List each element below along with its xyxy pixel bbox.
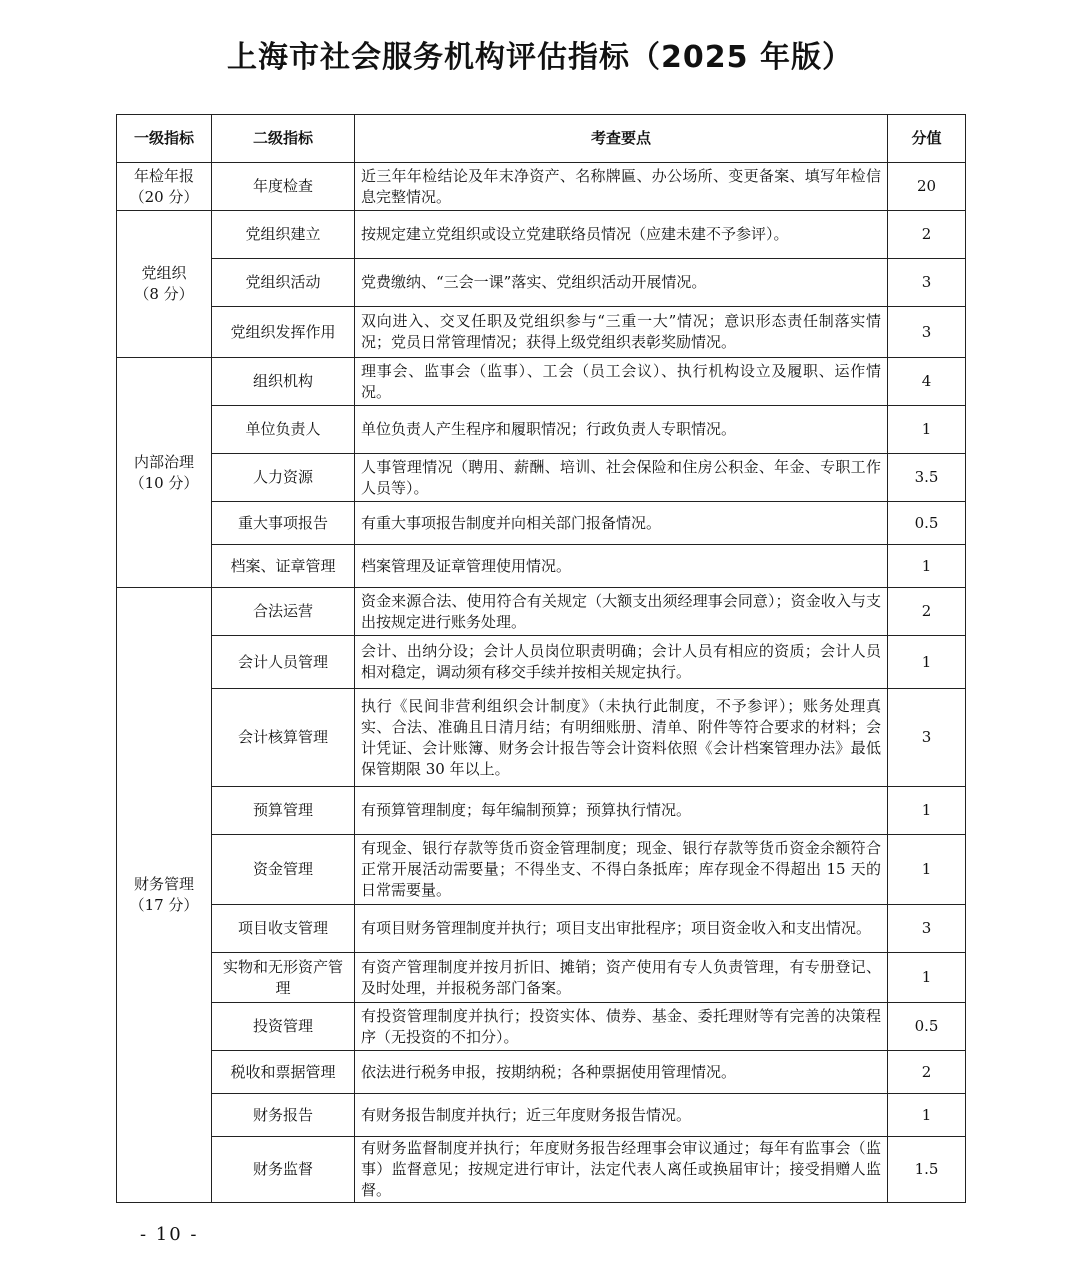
- level1-indicator-score: （10 分）: [129, 473, 199, 492]
- inspection-points: 近三年年检结论及年末净资产、名称牌匾、办公场所、变更备案、填写年检信息完整情况。: [355, 163, 888, 211]
- level1-indicator-score: （17 分）: [129, 896, 199, 914]
- table-row: [117, 787, 966, 835]
- inspection-points: 人事管理情况（聘用、薪酬、培训、社会保险和住房公积金、年金、专职工作人员等）。: [355, 454, 888, 502]
- inspection-points: 有资产管理制度并按月折旧、摊销；资产使用有专人负责管理，有专册登记、及时处理，并报税务部门备案。: [355, 953, 888, 1003]
- inspection-points: 档案管理及证章管理使用情况。: [355, 545, 888, 588]
- table-row: [117, 835, 966, 905]
- score-value: 0.5: [888, 502, 966, 545]
- score-value: 1: [888, 835, 966, 905]
- level2-indicator: 党组织发挥作用: [212, 307, 355, 358]
- document-title: 上海市社会服务机构评估指标（2025 年版）: [227, 40, 853, 75]
- level2-indicator: 财务监督: [212, 1137, 355, 1203]
- inspection-points: 会计、出纳分设；会计人员岗位职责明确；会计人员有相应的资质；会计人员相对稳定，调动须有移交手续并按相关规定执行。: [355, 636, 888, 689]
- header-level2: 二级指标: [212, 115, 355, 163]
- table-row: [117, 502, 966, 545]
- level2-indicator: 党组织活动: [212, 259, 355, 307]
- level2-indicator: 年度检查: [212, 163, 355, 211]
- table-row: [117, 1051, 966, 1094]
- level1-indicator-cell: [117, 211, 212, 358]
- inspection-points: 理事会、监事会（监事）、工会（员工会议）、执行机构设立及履职、运作情况。: [355, 358, 888, 406]
- level1-indicator-name: 内部治理: [133, 452, 194, 471]
- score-value: 3: [888, 689, 966, 787]
- table-row: [117, 1137, 966, 1203]
- table-row: [117, 358, 966, 406]
- score-value: 2: [888, 588, 966, 636]
- table-row: [117, 307, 966, 358]
- inspection-points: 资金来源合法、使用符合有关规定（大额支出须经理事会同意）；资金收入与支出按规定进行账务处理。: [355, 588, 888, 636]
- table-row: [117, 406, 966, 454]
- inspection-points: 有重大事项报告制度并向相关部门报备情况。: [355, 502, 888, 545]
- level1-indicator-name: 党组织: [141, 264, 187, 282]
- level2-indicator: 党组织建立: [212, 211, 355, 259]
- table-row: [117, 689, 966, 787]
- level1-indicator-cell: [117, 163, 212, 211]
- score-value: 1: [888, 636, 966, 689]
- inspection-points: 有现金、银行存款等货币资金管理制度；现金、银行存款等货币资金余额符合正常开展活动需要量；不得坐支、不得白条抵库；库存现金不得超出 15 天的日常需要量。: [355, 835, 888, 905]
- score-value: 1.5: [888, 1137, 966, 1203]
- table-row: [117, 636, 966, 689]
- inspection-points: 有项目财务管理制度并执行；项目支出审批程序；项目资金收入和支出情况。: [355, 905, 888, 953]
- inspection-points: 党费缴纳、“三会一课”落实、党组织活动开展情况。: [355, 259, 888, 307]
- score-value: 0.5: [888, 1003, 966, 1051]
- level2-indicator: 合法运营: [212, 588, 355, 636]
- level2-indicator: 重大事项报告: [212, 502, 355, 545]
- score-value: 1: [888, 545, 966, 588]
- table-body: [117, 163, 966, 1203]
- table-row: [117, 1094, 966, 1137]
- score-value: 3: [888, 307, 966, 358]
- level1-indicator-score: （20 分）: [129, 187, 199, 206]
- level2-indicator: 预算管理: [212, 787, 355, 835]
- level1-indicator-cell: [117, 588, 212, 1203]
- score-value: 1: [888, 1094, 966, 1137]
- inspection-points: 有财务报告制度并执行；近三年度财务报告情况。: [355, 1094, 888, 1137]
- level2-indicator: 组织机构: [212, 358, 355, 406]
- score-value: 3.5: [888, 454, 966, 502]
- level2-indicator: 会计核算管理: [212, 689, 355, 787]
- evaluation-table: [116, 114, 966, 1203]
- score-value: 1: [888, 787, 966, 835]
- inspection-points: 有财务监督制度并执行；年度财务报告经理事会审议通过；每年有监事会（监事）监督意见；按规定进行审计，法定代表人离任或换届审计；接受捐赠人监督。: [355, 1137, 888, 1203]
- inspection-points: 按规定建立党组织或设立党建联络员情况（应建未建不予参评）。: [355, 211, 888, 259]
- inspection-points: 执行《民间非营利组织会计制度》（未执行此制度，不予参评）；账务处理真实、合法、准确且日清月结；有明细账册、清单、附件等符合要求的材料；会计凭证、会计账簿、财务会计报告等会计资料依照《会计档案管理办法》最低保管期限 30 年以上。: [355, 689, 888, 787]
- table-row: [117, 211, 966, 259]
- inspection-points: 双向进入、交叉任职及党组织参与“三重一大”情况；意识形态责任制落实情况；党员日常管理情况；获得上级党组织表彰奖励情况。: [355, 307, 888, 358]
- header-points: 考查要点: [355, 115, 888, 163]
- table-row: [117, 545, 966, 588]
- score-value: 2: [888, 211, 966, 259]
- score-value: 4: [888, 358, 966, 406]
- table-row: [117, 953, 966, 1003]
- table-row: [117, 163, 966, 211]
- header-level1: 一级指标: [117, 115, 212, 163]
- score-value: 1: [888, 953, 966, 1003]
- table-row: [117, 1003, 966, 1051]
- level1-indicator-cell: [117, 358, 212, 588]
- header-value: 分值: [888, 115, 966, 163]
- table-header-row: [117, 115, 966, 163]
- inspection-points: 依法进行税务申报，按期纳税；各种票据使用管理情况。: [355, 1051, 888, 1094]
- score-value: 3: [888, 905, 966, 953]
- inspection-points: 有投资管理制度并执行；投资实体、债券、基金、委托理财等有完善的决策程序（无投资的不扣分）。: [355, 1003, 888, 1051]
- table-row: [117, 905, 966, 953]
- level2-indicator: 单位负责人: [212, 406, 355, 454]
- level2-indicator: 项目收支管理: [212, 905, 355, 953]
- level1-indicator-name: 财务管理: [133, 875, 194, 893]
- table-row: [117, 259, 966, 307]
- score-value: 20: [888, 163, 966, 211]
- level2-indicator: 税收和票据管理: [212, 1051, 355, 1094]
- level2-indicator: 财务报告: [212, 1094, 355, 1137]
- level2-indicator: 人力资源: [212, 454, 355, 502]
- score-value: 1: [888, 406, 966, 454]
- inspection-points: 单位负责人产生程序和履职情况；行政负责人专职情况。: [355, 406, 888, 454]
- level2-indicator: 实物和无形资产管理: [212, 953, 355, 1003]
- table-row: [117, 588, 966, 636]
- level1-indicator-score: （8 分）: [134, 285, 194, 303]
- page-number: - 10 -: [140, 1224, 199, 1245]
- score-value: 2: [888, 1051, 966, 1094]
- level2-indicator: 档案、证章管理: [212, 545, 355, 588]
- level1-indicator-name: 年检年报: [133, 166, 194, 185]
- table-row: [117, 454, 966, 502]
- level2-indicator: 资金管理: [212, 835, 355, 905]
- level2-indicator: 会计人员管理: [212, 636, 355, 689]
- inspection-points: 有预算管理制度；每年编制预算；预算执行情况。: [355, 787, 888, 835]
- level2-indicator: 投资管理: [212, 1003, 355, 1051]
- score-value: 3: [888, 259, 966, 307]
